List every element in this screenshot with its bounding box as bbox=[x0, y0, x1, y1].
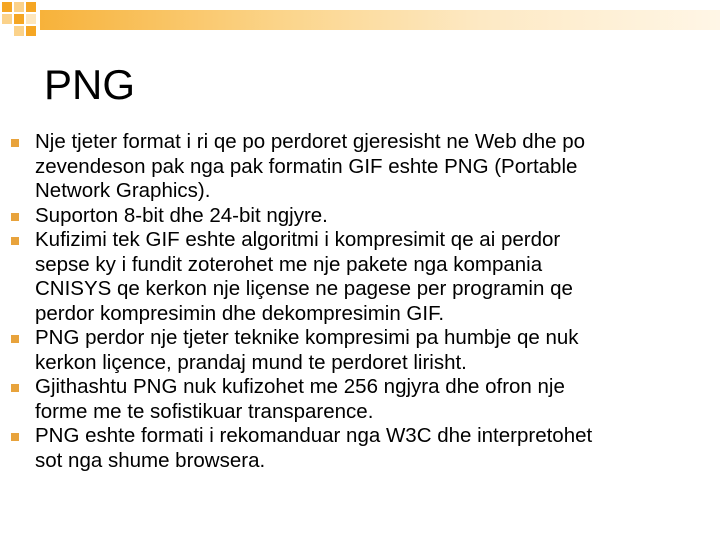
square-bullet-icon bbox=[11, 384, 19, 392]
bullet-text-line: CNISYS qe kerkon nje liçense ne pagese per programin qe bbox=[35, 277, 573, 300]
bullet-text-line: PNG perdor nje tjeter teknike kompresimi pa humbje qe nuk bbox=[35, 326, 579, 349]
bullet-item bbox=[0, 375, 700, 424]
square-bullet-icon bbox=[11, 433, 19, 441]
decorative-square bbox=[26, 26, 36, 36]
decorative-square bbox=[2, 14, 12, 24]
bullet-item bbox=[0, 228, 700, 326]
square-bullet-icon bbox=[11, 237, 19, 245]
bullet-text-line: Network Graphics). bbox=[35, 179, 211, 202]
bullet-item bbox=[0, 130, 700, 204]
decorative-header-band bbox=[0, 0, 720, 40]
decorative-square bbox=[2, 2, 12, 12]
bullet-item bbox=[0, 204, 700, 229]
bullet-text-line: Suporton 8-bit dhe 24-bit ngjyre. bbox=[35, 203, 328, 227]
bullet-text-line: forme me te sofistikuar transparence. bbox=[35, 399, 374, 423]
decorative-square bbox=[14, 14, 24, 24]
bullet-text-line: sot nga shume browsera. bbox=[35, 448, 266, 472]
bullet-item bbox=[0, 326, 700, 375]
bullet-text-line: kerkon liçence, prandaj mund te perdoret lirisht. bbox=[35, 350, 467, 374]
square-bullet-icon bbox=[11, 213, 19, 221]
bullet-text-line: zevendeson pak nga pak formatin GIF eshte PNG (Portable bbox=[35, 154, 578, 178]
square-bullet-icon bbox=[11, 139, 19, 147]
decorative-square bbox=[26, 14, 36, 24]
bullet-text-line: Kufizimi tek GIF eshte algoritmi i kompresimit qe ai perdor bbox=[35, 228, 561, 251]
bullet-text-line: Gjithashtu PNG nuk kufizohet me 256 ngjyra dhe ofron nje bbox=[35, 375, 565, 398]
decorative-square bbox=[14, 2, 24, 12]
header-gradient-bar bbox=[40, 10, 720, 30]
decorative-square bbox=[26, 2, 36, 12]
bullet-text-line: PNG eshte formati i rekomanduar nga W3C dhe interpretohet bbox=[35, 424, 593, 447]
bullet-text-line: perdor kompresimin dhe dekompresimin GIF. bbox=[35, 301, 445, 325]
decorative-square bbox=[14, 26, 24, 36]
bullet-list bbox=[0, 130, 700, 473]
bullet-text-line: Nje tjeter format i ri qe po perdoret gjeresisht ne Web dhe po bbox=[35, 130, 585, 153]
slide-title: PNG bbox=[44, 61, 136, 108]
square-bullet-icon bbox=[11, 335, 19, 343]
bullet-text-line: sepse ky i fundit zoterohet me nje pakete nga kompania bbox=[35, 252, 543, 276]
bullet-item bbox=[0, 424, 700, 473]
